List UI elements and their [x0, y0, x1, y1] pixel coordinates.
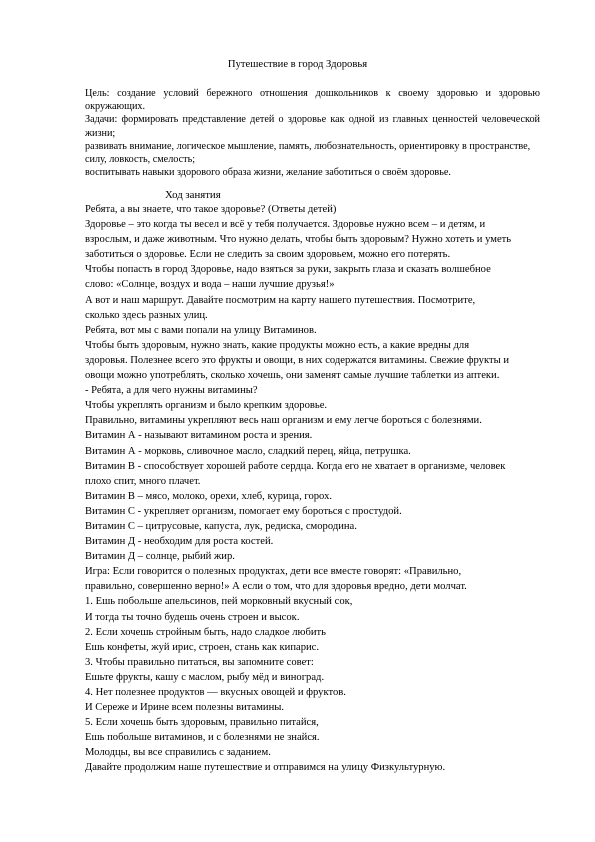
body-line: слово: «Солнце, воздух и вода – наши лучшие друзья!» — [85, 279, 335, 291]
body-line: сколько здесь разных улиц. — [85, 309, 208, 321]
body-line: Чтобы попасть в город Здоровье, надо взяться за руки, закрыть глаза и сказать волшебное — [85, 264, 491, 276]
body-line: Чтобы быть здоровым, нужно знать, какие продукты можно есть, а какие вредны для — [85, 339, 470, 351]
tasks-paragraph: Задачи: формировать представление детей о здоровье как одной из главных ценностей человеческой жизни; — [85, 114, 540, 139]
body-line: здоровья. Полезнее всего это фрукты и овощи, в них содержатся витамины. Свежие фрукты и — [85, 354, 510, 366]
body-line: Витамин С – цитрусовые, капуста, лук, редиска, смородина. — [85, 520, 357, 532]
body-line: Витамин С - укрепляет организм, помогает ему бороться с простудой. — [85, 505, 402, 517]
body-line: Витамин Д - необходим для роста костей. — [85, 536, 274, 548]
body-line: И Сереже и Ирине всем полезны витамины. — [85, 702, 285, 714]
body-line: Ешь конфеты, жуй ирис, строен, стань как кипарис. — [85, 641, 320, 653]
body-line: плохо спит, много плачет. — [85, 475, 201, 487]
body-line: Правильно, витамины укрепляют весь наш организм и ему легче бороться с болезнями. — [85, 415, 482, 427]
body-line: Ребята, вот мы с вами попали на улицу Витаминов. — [85, 324, 317, 336]
intro-block — [85, 87, 540, 179]
body-line: 4. Нет полезнее продуктов — вкусных овощей и фруктов. — [85, 687, 346, 698]
body-line: - Ребята, а для чего нужны витамины? — [85, 385, 258, 397]
section-heading: Ход занятия — [165, 189, 221, 201]
body-line: овощи можно употреблять, сколько хочешь, они заменят самые лучшие таблетки из аптеки. — [85, 370, 500, 382]
body-line: Витамин Д – солнце, рыбий жир. — [85, 551, 235, 563]
body-line: заботиться о здоровье. Если не следить за своим здоровьем, можно его потерять. — [85, 249, 451, 261]
task-paragraph-2: развивать внимание, логическое мышление, память, любознательность, ориентировку в пространстве, силу, ловкость, смелость; — [85, 140, 531, 166]
body-line: Витамин В - способствует хорошей работе сердца. Когда его не хватает в организме, человек — [85, 460, 506, 472]
page-title: Путешествие в город Здоровья — [227, 59, 368, 70]
body-line: Игра: Если говорится о полезных продуктах, дети все вместе говорят: «Правильно, — [85, 566, 462, 578]
body-line: Ребята, а вы знаете, что такое здоровье? (Ответы детей) — [85, 204, 337, 215]
body-line: И тогда ты точно будешь очень строен и высок. — [85, 611, 300, 623]
body-line: Молодцы, вы все справились с заданием. — [85, 747, 271, 759]
body-line: 3. Чтобы правильно питаться, вы запомните совет: — [85, 656, 314, 668]
body-line: правильно, совершенно верно!» А если о том, что для здоровья вредно, дети молчат. — [85, 581, 467, 593]
body-line: 1. Ешь побольше апельсинов, пей морковный вкусный сок, — [85, 596, 353, 608]
body-line: 5. Если хочешь быть здоровым, правильно питайся, — [85, 717, 319, 729]
goal-paragraph: Цель: создание условий бережного отношения дошкольников к своему здоровью и здоровью окружающих. — [85, 88, 540, 113]
body-line: Витамин А - морковь, сливочное масло, сладкий перец, яйца, петрушка. — [85, 445, 411, 457]
body-line: 2. Если хочешь стройным быть, надо сладкое любить — [85, 626, 326, 638]
body-line: Чтобы укреплять организм и было крепким здоровье. — [85, 400, 328, 412]
body-line: А вот и наш маршрут. Давайте посмотрим на карту нашего путешествия. Посмотрите, — [85, 294, 476, 306]
body-line: взрослым, и даже животным. Что нужно делать, чтобы быть здоровым? Нужно хотеть и уметь — [85, 234, 512, 246]
body-text — [85, 202, 550, 776]
body-line: Витамин А - называют витамином роста и зрения. — [85, 430, 313, 442]
task-paragraph-3: воспитывать навыки здорового образа жизни, желание заботиться о своём здоровье. — [85, 167, 451, 179]
body-line: Витамин В – мясо, молоко, орехи, хлеб, курица, горох. — [85, 490, 333, 502]
body-line: Здоровье – это когда ты весел и всё у тебя получается. Здоровье нужно всем – и детям, и — [85, 219, 486, 231]
body-line: Давайте продолжим наше путешествие и отправимся на улицу Физкультурную. — [85, 762, 446, 774]
body-line: Ешьте фрукты, кашу с маслом, рыбу мёд и виноград. — [85, 671, 325, 683]
body-line: Ешь побольше витаминов, и с болезнями не знайся. — [85, 732, 320, 744]
